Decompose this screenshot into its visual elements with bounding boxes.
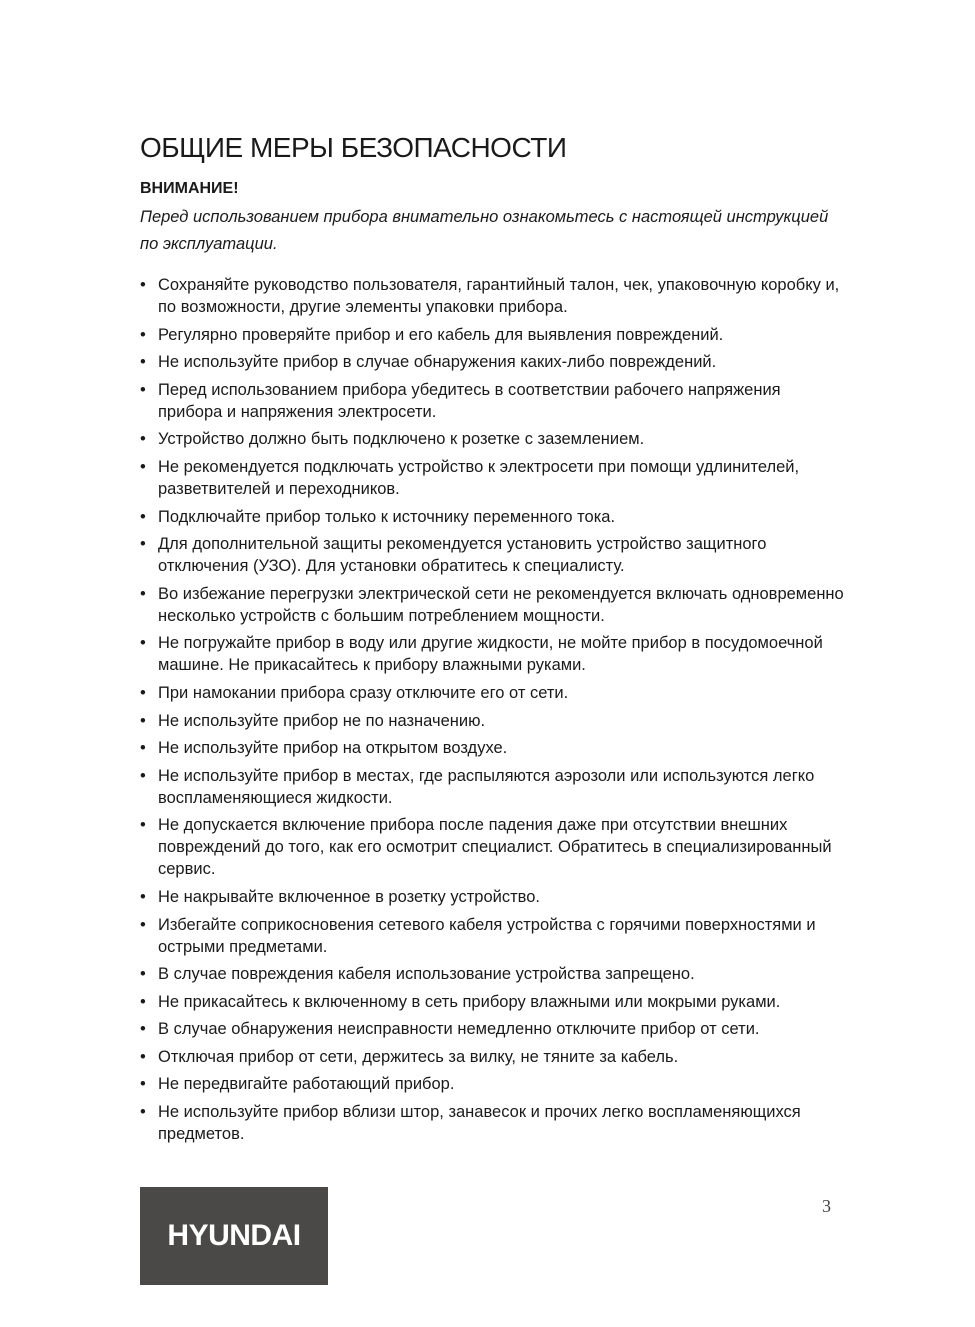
- brand-logo: [140, 1187, 328, 1285]
- list-item: [140, 1046, 845, 1068]
- list-item: [140, 379, 845, 423]
- list-item-text: Не допускается включение прибора после падения даже при отсутствии внешних повреждений до того, как его осмотрит специалист. Обратитесь в специализированный сервис.: [158, 816, 832, 879]
- list-item: [140, 1018, 845, 1040]
- list-item: [140, 737, 845, 759]
- bullet-icon: •: [140, 739, 146, 758]
- list-item: [140, 914, 845, 958]
- bullet-icon: •: [140, 1103, 146, 1122]
- list-item-text: Не используйте прибор на открытом воздухе.: [158, 739, 508, 758]
- list-item: [140, 632, 845, 676]
- list-item: [140, 351, 845, 373]
- bullet-icon: •: [140, 535, 146, 554]
- list-item-text: Не рекомендуется подключать устройство к электросети при помощи удлинителей, разветвителей и переходников.: [158, 457, 800, 498]
- bullet-icon: •: [140, 1020, 146, 1039]
- list-item-text: Перед использованием прибора убедитесь в соответствии рабочего напряжения прибора и напряжения электросети.: [158, 380, 781, 421]
- list-item-text: Регулярно проверяйте прибор и его кабель для выявления повреждений.: [158, 325, 724, 344]
- list-item-text: Сохраняйте руководство пользователя, гарантийный талон, чек, упаковочную коробку и, по возможности, другие элементы упаковки прибора.: [158, 276, 840, 316]
- brand-logo-text: HYUNDAI: [167, 1219, 301, 1252]
- bullet-icon: •: [140, 325, 146, 344]
- bullet-icon: •: [140, 1075, 146, 1094]
- bullet-icon: •: [140, 992, 146, 1011]
- list-item-text: Не используйте прибор вблизи штор, занавесок и прочих легко воспламеняющихся предметов.: [158, 1103, 801, 1144]
- bullet-icon: •: [140, 507, 146, 526]
- bullet-icon: •: [140, 584, 146, 603]
- page-title: ОБЩИЕ МЕРЫ БЕЗОПАСНОСТИ: [140, 132, 567, 163]
- list-item-text: Не используйте прибор в местах, где распыляются аэрозоли или используются легко воспламеняющиеся жидкости.: [158, 766, 815, 807]
- page-number: 3: [822, 1196, 831, 1216]
- bullet-icon: •: [140, 887, 146, 906]
- list-item: [140, 710, 845, 732]
- list-item: [140, 886, 845, 908]
- list-item: [140, 1073, 845, 1095]
- list-item-text: Не погружайте прибор в воду или другие жидкости, не мойте прибор в посудомоечной машине. Не прикасайтесь к прибору влажными руками.: [158, 634, 823, 675]
- list-item: [140, 324, 845, 346]
- list-item: [140, 991, 845, 1013]
- bullet-icon: •: [140, 965, 146, 984]
- bullet-icon: •: [140, 1047, 146, 1066]
- bullet-icon: •: [140, 353, 146, 372]
- safety-instructions-list: [140, 274, 845, 1151]
- list-item: [140, 682, 845, 704]
- list-item: [140, 583, 845, 627]
- list-item-text: Устройство должно быть подключено к розетке с заземлением.: [158, 430, 645, 449]
- list-item: [140, 765, 845, 809]
- bullet-icon: •: [140, 380, 146, 399]
- list-item: [140, 1101, 845, 1145]
- list-item-text: Не накрывайте включенное в розетку устройство.: [158, 887, 540, 906]
- bullet-icon: •: [140, 634, 146, 653]
- list-item-text: Избегайте соприкосновения сетевого кабеля устройства с горячими поверхностями и острыми предметами.: [158, 915, 816, 956]
- list-item: [140, 274, 845, 318]
- list-item: [140, 963, 845, 985]
- bullet-icon: •: [140, 915, 146, 934]
- list-item-text: Во избежание перегрузки электрической сети не рекомендуется включать одновременно несколько устройств с большим потреблением мощности.: [158, 584, 844, 625]
- bullet-icon: •: [140, 430, 146, 449]
- bullet-icon: •: [140, 816, 146, 835]
- list-item-text: Для дополнительной защиты рекомендуется установить устройство защитного отключения (УЗО). Для установки обратитесь к специалисту.: [158, 535, 767, 576]
- list-item-text: Отключая прибор от сети, держитесь за вилку, не тяните за кабель.: [158, 1047, 679, 1066]
- list-item-text: Не используйте прибор не по назначению.: [158, 711, 486, 730]
- list-item: [140, 533, 845, 577]
- list-item: [140, 428, 845, 450]
- list-item-text: В случае повреждения кабеля использование устройства запрещено.: [158, 965, 695, 984]
- list-item: [140, 506, 845, 528]
- bullet-icon: •: [140, 683, 146, 702]
- list-item-text: Не используйте прибор в случае обнаружения каких-либо повреждений.: [158, 353, 717, 372]
- list-item: [140, 456, 845, 500]
- bullet-icon: •: [140, 457, 146, 476]
- list-item: [140, 814, 845, 880]
- bullet-icon: •: [140, 711, 146, 730]
- list-item-text: Не прикасайтесь к включенному в сеть прибору влажными или мокрыми руками.: [158, 992, 781, 1011]
- list-item-text: Подключайте прибор только к источнику переменного тока.: [158, 507, 616, 526]
- list-item-text: В случае обнаружения неисправности немедленно отключите прибор от сети.: [158, 1020, 760, 1039]
- bullet-icon: •: [140, 766, 146, 785]
- warning-text: Перед использованием прибора внимательно ознакомьтесь с настоящей инструкцией по эксплуатации.: [140, 208, 829, 253]
- bullet-icon: •: [140, 276, 146, 294]
- warning-label: ВНИМАНИЕ!: [140, 180, 239, 197]
- list-item-text: Не передвигайте работающий прибор.: [158, 1075, 455, 1094]
- list-item-text: При намокании прибора сразу отключите его от сети.: [158, 683, 569, 702]
